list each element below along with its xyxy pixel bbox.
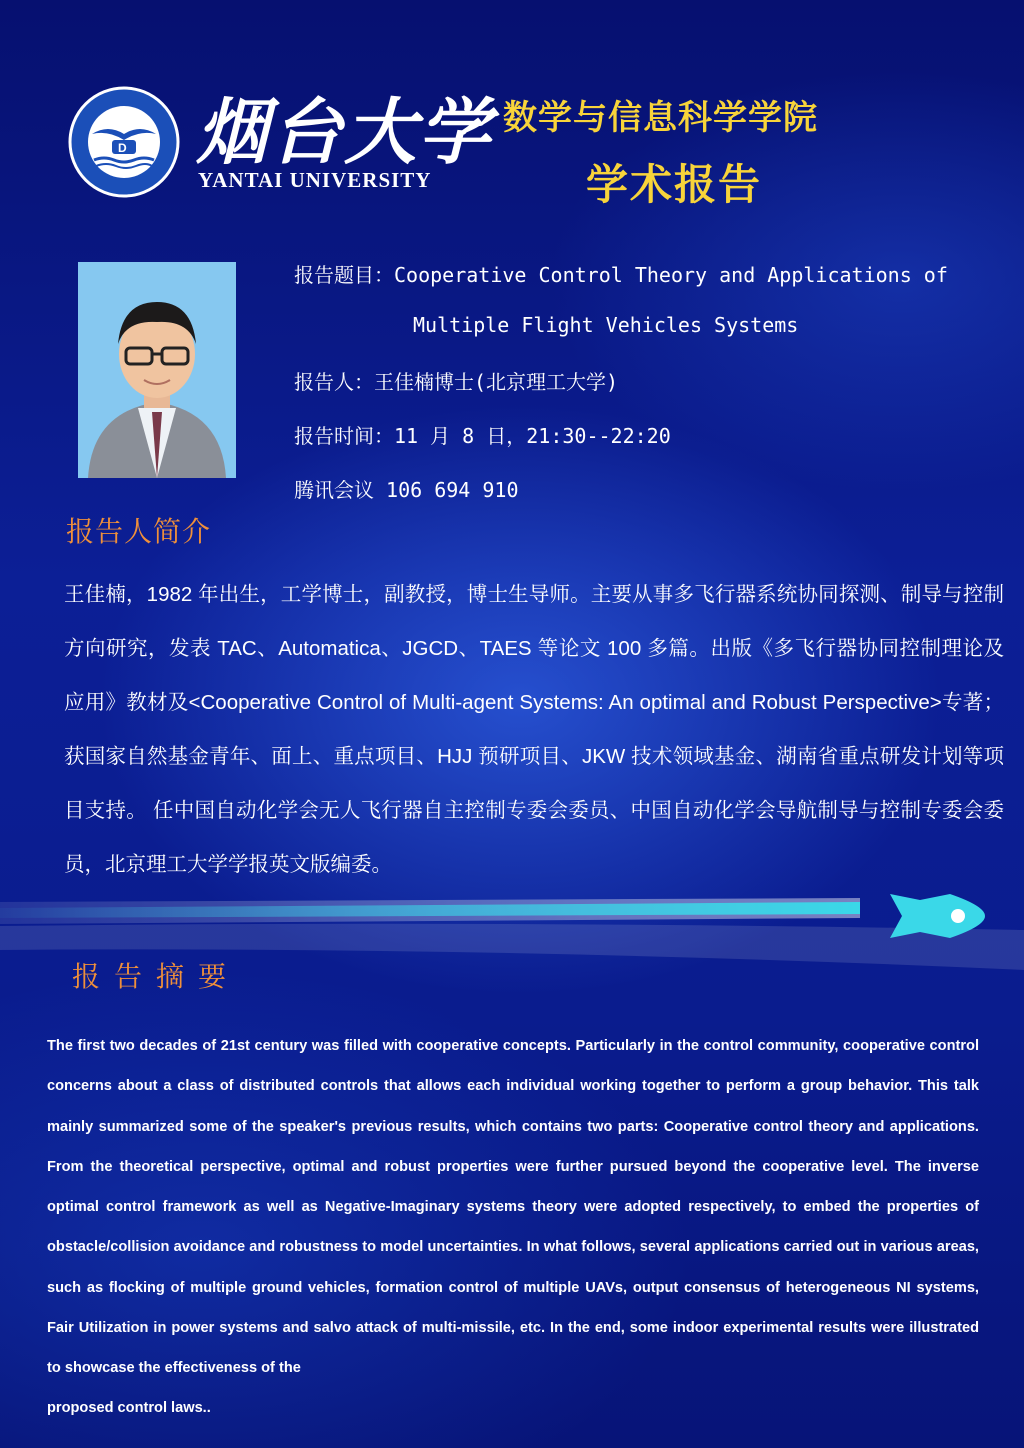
speaker-bio-text: 王佳楠，1982 年出生，工学博士，副教授，博士生导师。主要从事多飞行器系统协同探测、制导与控制方向研究，发表 TAC、Automatica、JGCD、TAES 等论文 100 多篇。出版《多飞行器协同控制理论及应用》教材及<Cooperative Control of Multi-agent Systems: An optimal and Robust Perspective>专著；获国家自然基金青年、面上、重点项目、HJJ 预研项目、JKW 技术领域基金、湖南省重点研发计划等项目支持。 任中国自动化学会无人飞行器自主控制专委会委员、中国自动化学会导航制导与控制专委会委员，北京理工大学学报英文版编委。	[64, 583, 1004, 876]
speaker-line: 报告人：王佳楠博士(北京理工大学)	[294, 370, 619, 394]
school-name: 数学与信息科学学院	[503, 98, 818, 138]
abstract-heading: 报告摘要	[72, 960, 241, 993]
abstract-text-end: proposed control laws..	[47, 1400, 211, 1416]
abstract-text: The first two decades of 21st century was filled with cooperative concepts. Particularly in the control community, cooperative control concerns about a class of distributed controls that allows each individual working together to perform a group behavior. This talk mainly summarized some of the speaker's previous results, which contains two parts: Cooperative control theory and applications. From the theoretical perspective, optimal and robust properties were further pursued beyond the cooperative level. The inverse optimal control framework as well as Negative-Imaginary systems theory were adopted respectively, to embed the properties of obstacle/collision avoidance and robustness to model uncertainties. In what follows, several applications carried out in various areas, such as flocking of multiple ground vehicles, formation control of multiple UAVs, output consensus of heterogeneous NI systems, Fair Utilization in power systems and salvo attack of multi-missile, etc. In the end, some indoor experimental results were illustrated to showcase the effectiveness of the	[47, 1038, 979, 1377]
report-time-line: 报告时间：11 月 8 日，21:30--22:20	[294, 424, 671, 448]
svg-text:D: D	[118, 141, 127, 155]
university-name-en: YANTAI UNIVERSITY	[198, 168, 432, 192]
report-type-title: 学术报告	[586, 160, 763, 209]
report-title-line-1: 报告题目：Cooperative Control Theory and Applications of	[294, 263, 948, 287]
university-logo	[68, 86, 180, 198]
university-name-cn: 烟台大学	[196, 89, 493, 174]
report-title-line-2: Multiple Flight Vehicles Systems	[413, 313, 799, 337]
speaker-bio-heading: 报告人简介	[66, 515, 212, 548]
meeting-id-line: 腾讯会议 106 694 910	[294, 478, 519, 502]
speaker-photo	[78, 262, 236, 478]
